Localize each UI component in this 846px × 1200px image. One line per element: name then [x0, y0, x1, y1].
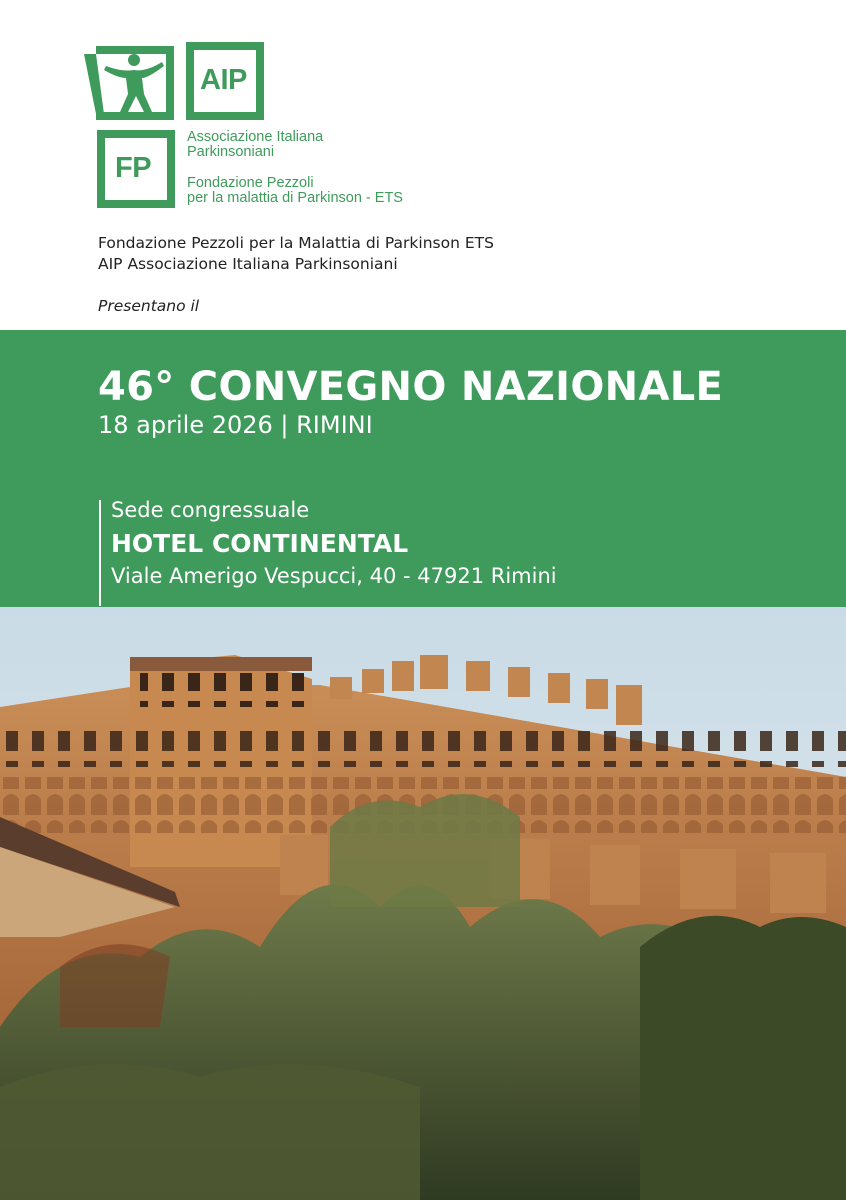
intro-organizers — [98, 233, 494, 275]
venue-address: Viale Amerigo Vespucci, 40 - 47921 Rimini — [111, 564, 557, 588]
castle-photo — [0, 607, 846, 1200]
figure-icon — [82, 42, 176, 120]
venue-name: HOTEL CONTINENTAL — [111, 529, 409, 558]
venue-divider — [99, 500, 101, 606]
logo-fp-name-line2: per la malattia di Parkinson - ETS — [187, 190, 403, 206]
presentano-text: Presentano il — [98, 297, 200, 315]
logo-aip-name-line1: Associazione Italiana — [187, 129, 324, 145]
logo-fp-name-line1: Fondazione Pezzoli — [187, 175, 314, 191]
logo-block — [0, 0, 846, 220]
event-banner — [0, 330, 846, 607]
fp-logo-text: FP — [115, 152, 152, 184]
logo-aip-name-line2: Parkinsoniani — [187, 144, 275, 160]
event-date: 18 aprile 2026 | RIMINI — [98, 411, 373, 439]
intro-line-aip: AIP Associazione Italiana Parkinsoniani — [98, 255, 398, 273]
aip-logo-text: AIP — [200, 64, 247, 96]
venue-label: Sede congressuale — [111, 498, 310, 522]
intro-line-fondazione: Fondazione Pezzoli per la Malattia di Parkinson ETS — [98, 234, 494, 252]
event-title: 46° CONVEGNO NAZIONALE — [98, 364, 724, 410]
